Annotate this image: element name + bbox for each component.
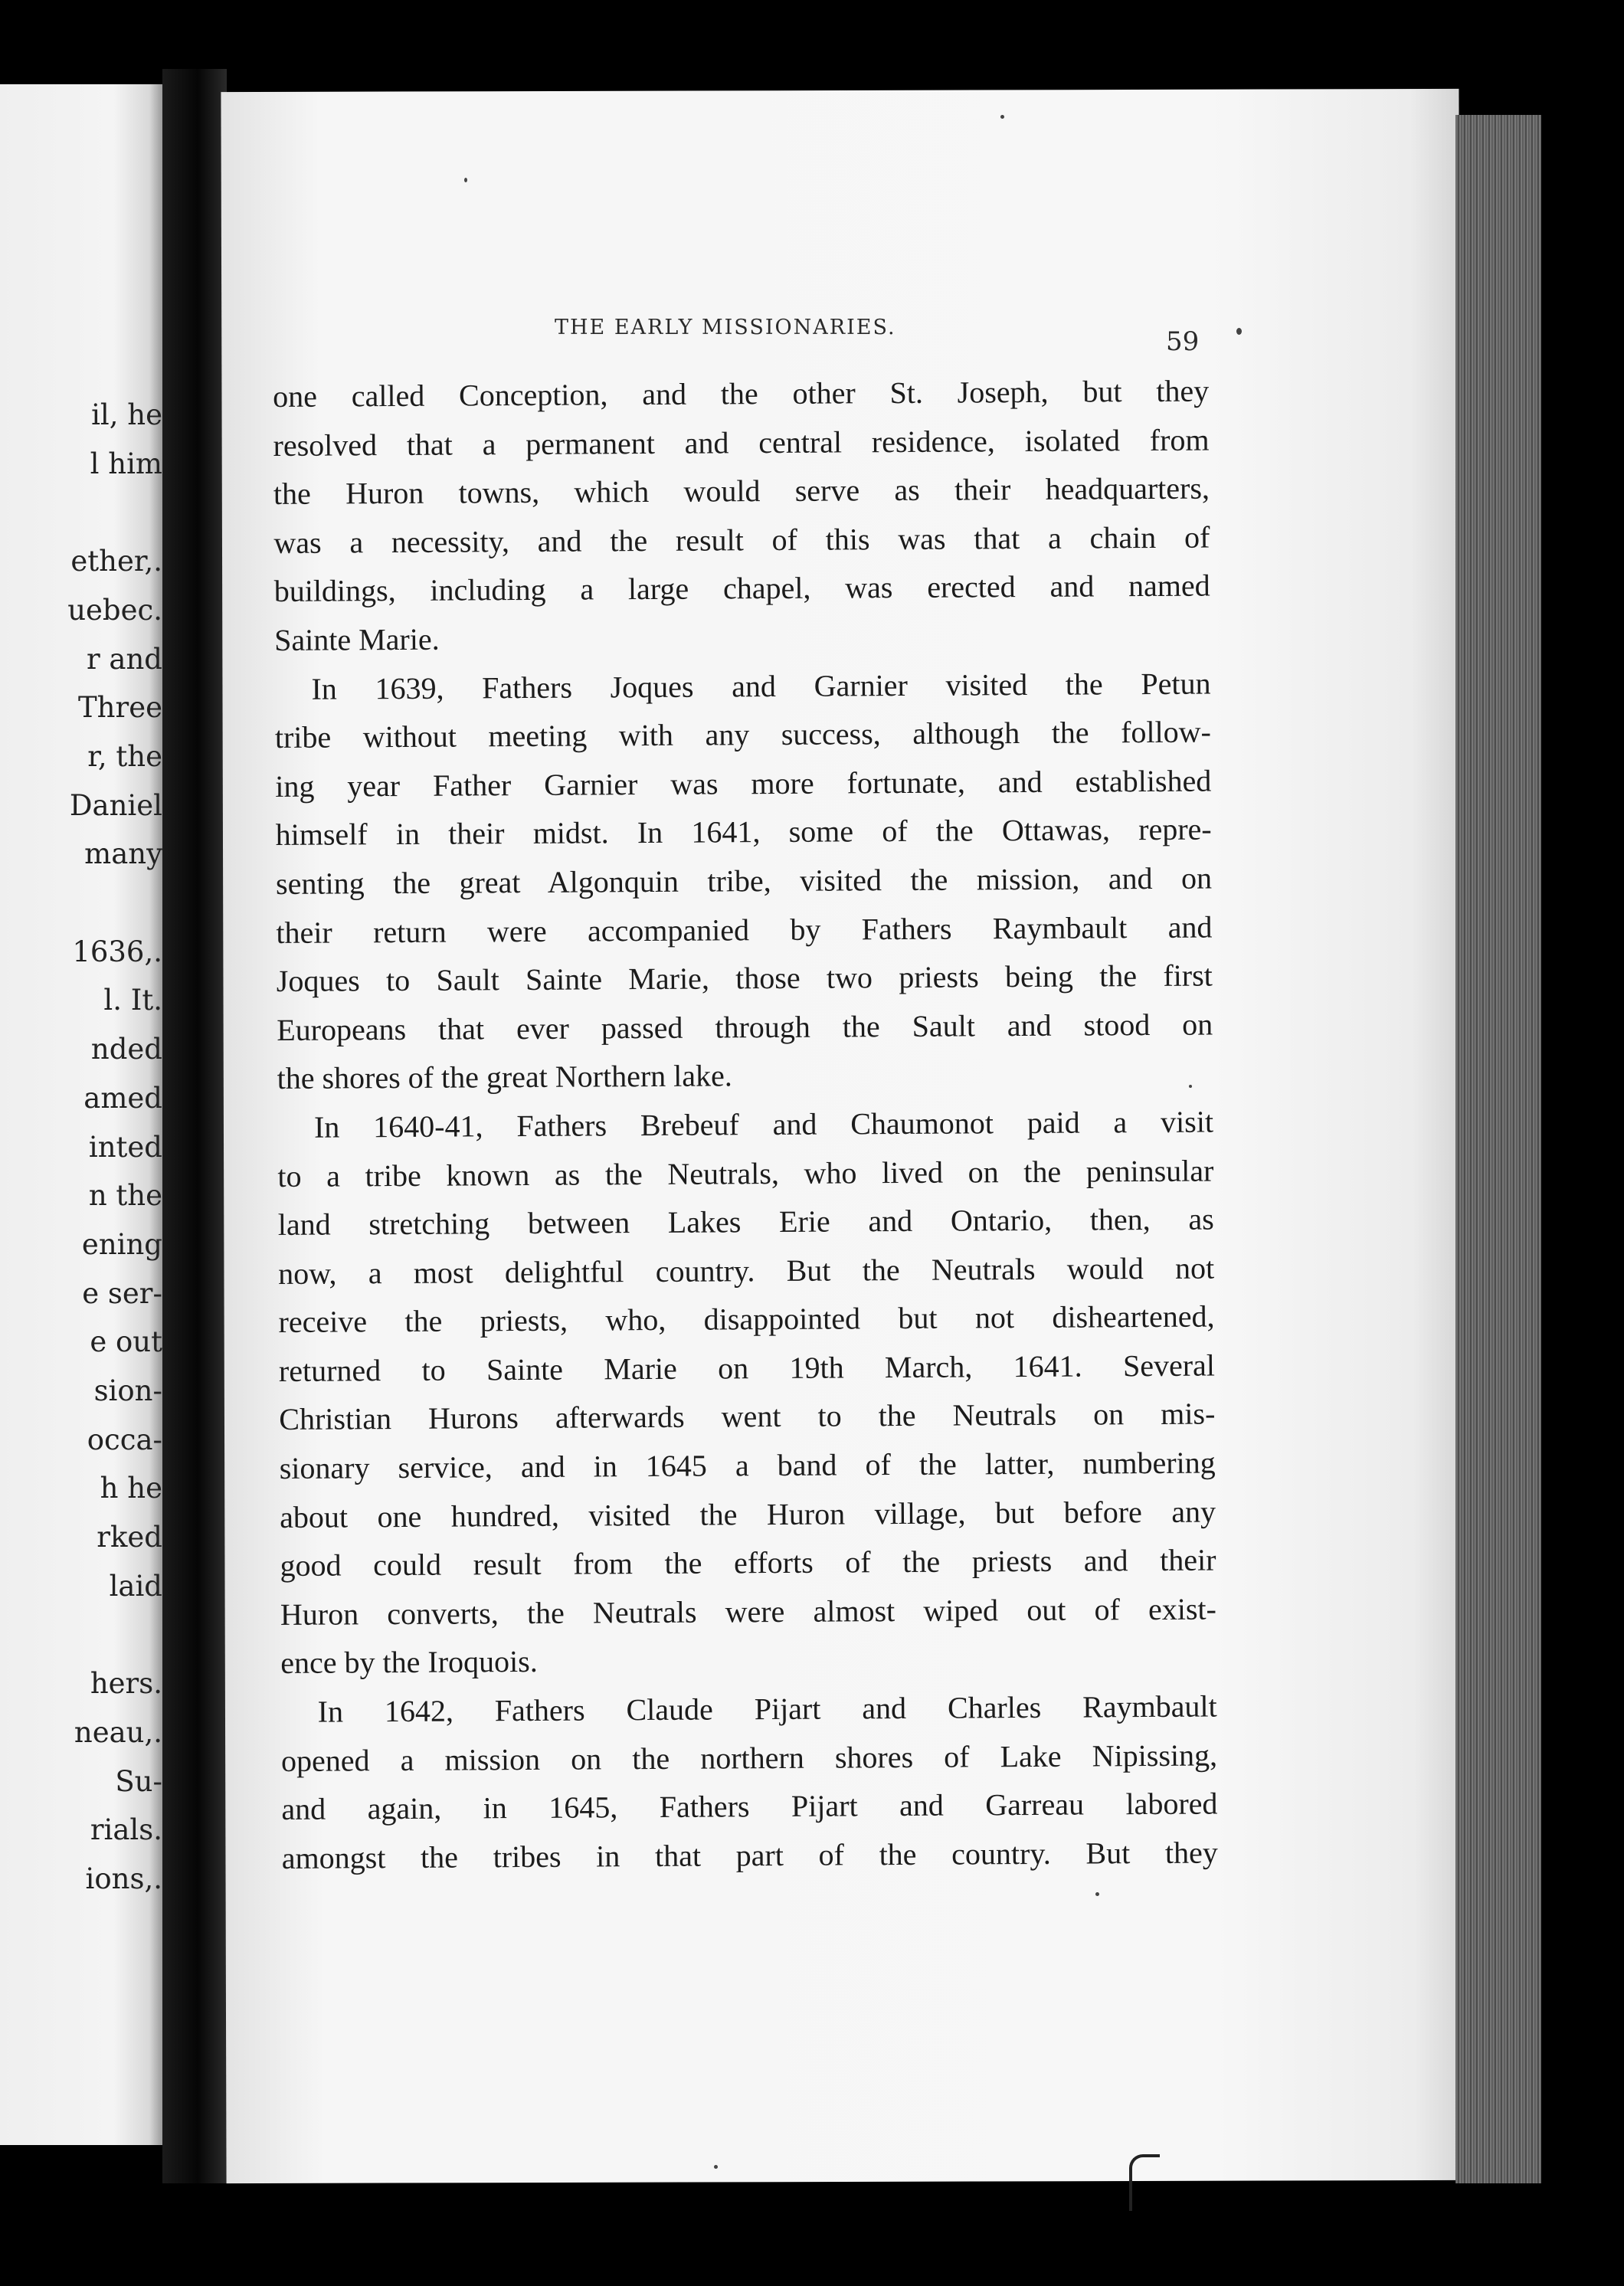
- text-line: the shores of the great Northern lake.: [277, 1058, 732, 1096]
- text-line: himself in their midst. In 1641, some of the Ottawas, repre-: [275, 811, 1212, 853]
- speck: [1000, 115, 1004, 119]
- text-line: Huron converts, the Neutrals were almost wiped out of exist-: [280, 1591, 1217, 1632]
- left-page-line: e ser-: [82, 1276, 162, 1310]
- text-line: good could result from the efforts of the priests and their: [280, 1542, 1216, 1583]
- left-page-line: r, the: [87, 739, 162, 773]
- text-line: In 1639, Fathers Joques and Garnier visited the Petun: [311, 666, 1211, 706]
- speck: [464, 178, 467, 182]
- left-page-line: ions,.: [85, 1862, 162, 1895]
- text-line: sionary service, and in 1645 a band of the latter, numbering: [279, 1445, 1216, 1486]
- text-line: Sainte Marie.: [273, 621, 440, 657]
- text-line: Europeans that ever passed through the Sault and stood on: [277, 1007, 1213, 1047]
- text-line: ing year Father Garnier was more fortunate, and established: [275, 763, 1212, 804]
- left-page-line: n the: [88, 1179, 162, 1213]
- speck: [1236, 328, 1242, 335]
- left-page-line: neau,.: [74, 1715, 162, 1749]
- page-number: 59: [1166, 326, 1200, 357]
- left-page-line: inted: [88, 1130, 162, 1164]
- text-line: about one hundred, visited the Huron village, but before any: [279, 1494, 1216, 1534]
- left-page-line: l. It.: [103, 984, 162, 1017]
- text-line: their return were accompanied by Fathers Raymbault and: [276, 909, 1213, 950]
- left-page-line: occa-: [87, 1423, 162, 1456]
- left-page-line: amed: [83, 1081, 162, 1115]
- left-page: [0, 84, 162, 2145]
- left-page-line: Daniel: [69, 788, 162, 822]
- body-text: [273, 367, 1218, 1883]
- left-page-line: ening: [81, 1227, 162, 1261]
- text-line: the Huron towns, which would serve as their headquarters,: [273, 470, 1210, 512]
- left-page-line: h he: [100, 1472, 162, 1505]
- left-page-line: 1636,.: [72, 935, 162, 968]
- text-line: Joques to Sault Sainte Marie, those two priests being the first: [276, 958, 1213, 999]
- text-line: buildings, including a large chapel, was erected and named: [273, 568, 1210, 609]
- text-line: to a tribe known as the Neutrals, who lived on the peninsular: [277, 1153, 1214, 1194]
- left-page-line: rials.: [90, 1813, 162, 1847]
- page-edges: [1455, 115, 1541, 2183]
- left-page-line: Su-: [115, 1764, 162, 1798]
- text-line: now, a most delightful country. But the Neutrals would not: [278, 1250, 1215, 1291]
- left-page-line: uebec.: [67, 593, 162, 627]
- text-line: resolved that a permanent and central residence, isolated from: [273, 422, 1210, 463]
- text-line: amongst the tribes in that part of the country. But they: [281, 1835, 1218, 1875]
- text-line: receive the priests, who, disappointed but not disheartened,: [278, 1299, 1215, 1340]
- left-page-line: rked: [97, 1521, 162, 1554]
- left-page-line: e out: [90, 1325, 162, 1359]
- text-line: land stretching between Lakes Erie and Ontario, then, as: [277, 1201, 1214, 1243]
- left-page-line: ether,.: [70, 545, 162, 578]
- text-line: returned to Sainte Marie on 19th March, 1641. Several: [278, 1348, 1216, 1388]
- text-line: and again, in 1645, Fathers Pijart and Garreau labored: [281, 1786, 1218, 1827]
- left-page-line: sion-: [93, 1374, 162, 1407]
- text-line: one called Conception, and the other St. Joseph, but they: [273, 373, 1210, 414]
- text-line: tribe without meeting with any success, although the follow-: [274, 714, 1212, 755]
- left-page-line: r and: [86, 642, 162, 676]
- text-line: opened a mission on the northern shores of Lake Nipissing,: [280, 1737, 1218, 1778]
- text-line: ence by the Iroquois.: [280, 1644, 538, 1681]
- text-line: senting the great Algonquin tribe, visited the mission, and on: [275, 860, 1213, 901]
- speck: [714, 2165, 718, 2169]
- left-page-line: l him: [90, 447, 162, 480]
- text-line: was a necessity, and the result of this was that a chain of: [273, 519, 1210, 560]
- left-page-line: Three: [78, 691, 162, 725]
- left-page-line: laid: [109, 1569, 162, 1603]
- text-line: In 1640-41, Fathers Brebeuf and Chaumonot paid a visit: [313, 1104, 1214, 1145]
- left-page-line: il, he: [91, 398, 162, 431]
- running-head: THE EARLY MISSIONARIES.: [555, 316, 896, 339]
- book-gutter: [162, 69, 227, 2183]
- left-page-line: nded: [90, 1033, 162, 1066]
- pencil-mark: [1129, 2154, 1160, 2211]
- speck: [1189, 1085, 1192, 1088]
- text-line: In 1642, Fathers Claude Pijart and Charles Raymbault: [317, 1688, 1217, 1729]
- text-line: Christian Hurons afterwards went to the Neutrals on mis-: [279, 1396, 1216, 1437]
- left-page-line: many: [84, 837, 162, 871]
- left-page-line: hers.: [90, 1667, 162, 1701]
- speck: [1095, 1892, 1099, 1896]
